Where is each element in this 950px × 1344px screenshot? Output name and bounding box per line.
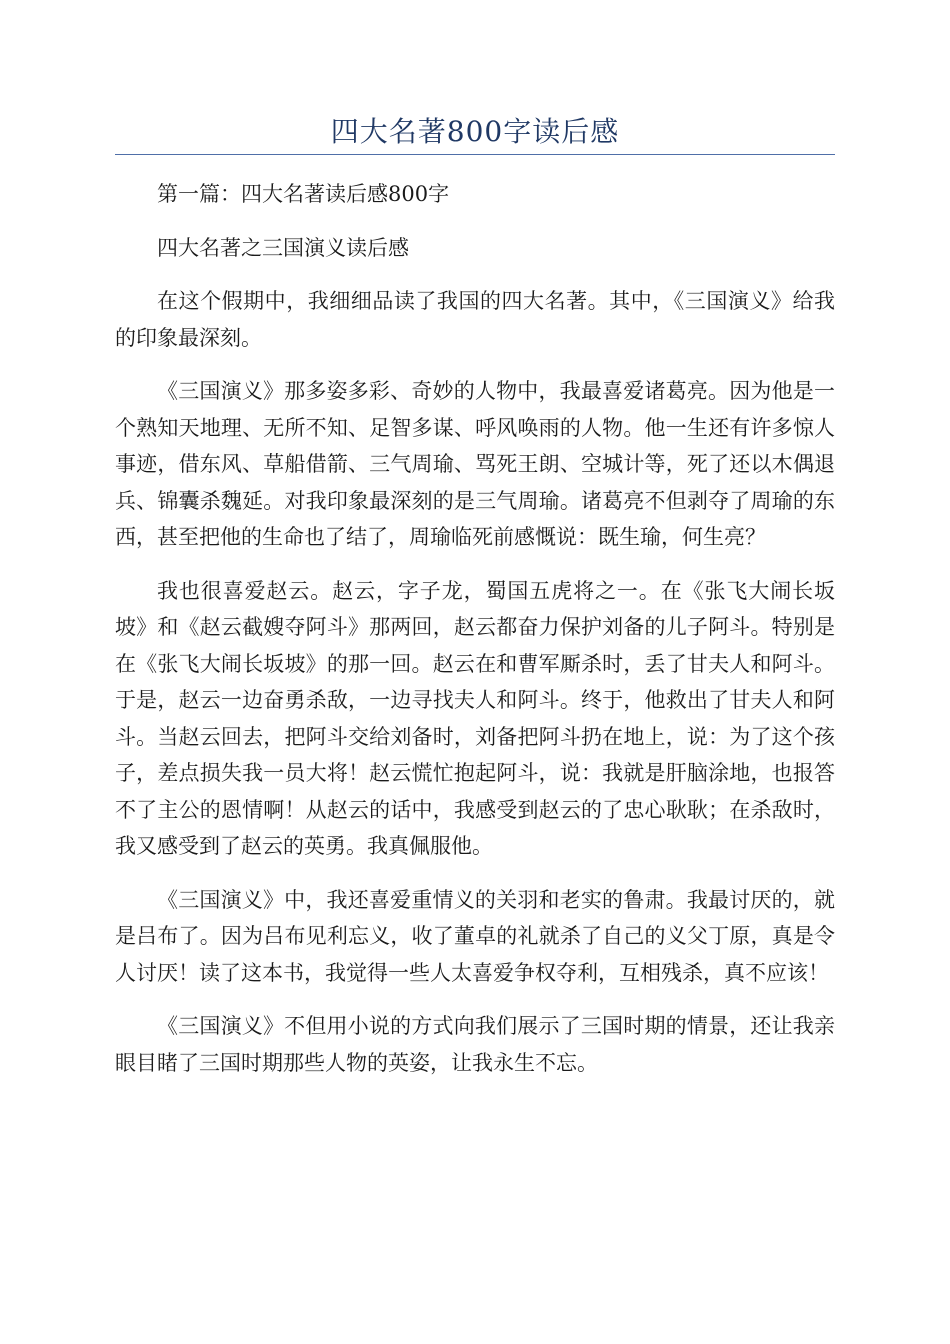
paragraph: 《三国演义》那多姿多彩、奇妙的人物中，我最喜爱诸葛亮。因为他是一个熟知天地理、无所不知、足智多谋、呼风唤雨的人物。他一生还有许多惊人事迹，借东风、草船借箭、三气周瑜、骂死王朗、空城计等，死了还以木偶退兵、锦囊杀魏延。对我印象最深刻的是三气周瑜。诸葛亮不但剥夺了周瑜的东西，甚至把他的生命也了结了，周瑜临死前感慨说：既生瑜，何生亮？ [115, 379, 835, 549]
section-heading: 第一篇：四大名著读后感800字 [157, 182, 450, 206]
paragraph: 《三国演义》不但用小说的方式向我们展示了三国时期的情景，还让我亲眼目睹了三国时期那些人物的英姿，让我永生不忘。 [115, 1014, 835, 1075]
subtitle: 四大名著之三国演义读后感 [157, 235, 409, 260]
paragraph: 《三国演义》中，我还喜爱重情义的关羽和老实的鲁肃。我最讨厌的，就是吕布了。因为吕布见利忘义，收了董卓的礼就杀了自己的义父丁原，真是令人讨厌！读了这本书，我觉得一些人太喜爱争权夺利，互相残杀，真不应该！ [115, 887, 835, 985]
document-title: 四大名著800字读后感 [330, 115, 620, 148]
document-body [115, 176, 835, 1081]
paragraph: 在这个假期中，我细细品读了我国的四大名著。其中，《三国演义》给我的印象最深刻。 [115, 289, 835, 350]
title-underline [115, 154, 835, 155]
paragraph: 我也很喜爱赵云。赵云，字子龙，蜀国五虎将之一。在《张飞大闹长坂坡》和《赵云截嫂夺阿斗》那两回，赵云都奋力保护刘备的儿子阿斗。特别是在《张飞大闹长坂坡》的那一回。赵云在和曹军厮杀时，丢了甘夫人和阿斗。于是，赵云一边奋勇杀敌，一边寻找夫人和阿斗。终于，他救出了甘夫人和阿斗。当赵云回去，把阿斗交给刘备时，刘备把阿斗扔在地上，说：为了这个孩子，差点损失我一员大将！赵云慌忙抱起阿斗，说：我就是肝脑涂地，也报答不了主公的恩情啊！从赵云的话中，我感受到赵云的了忠心耿耿；在杀敌时，我又感受到了赵云的英勇。我真佩服他。 [115, 578, 835, 858]
